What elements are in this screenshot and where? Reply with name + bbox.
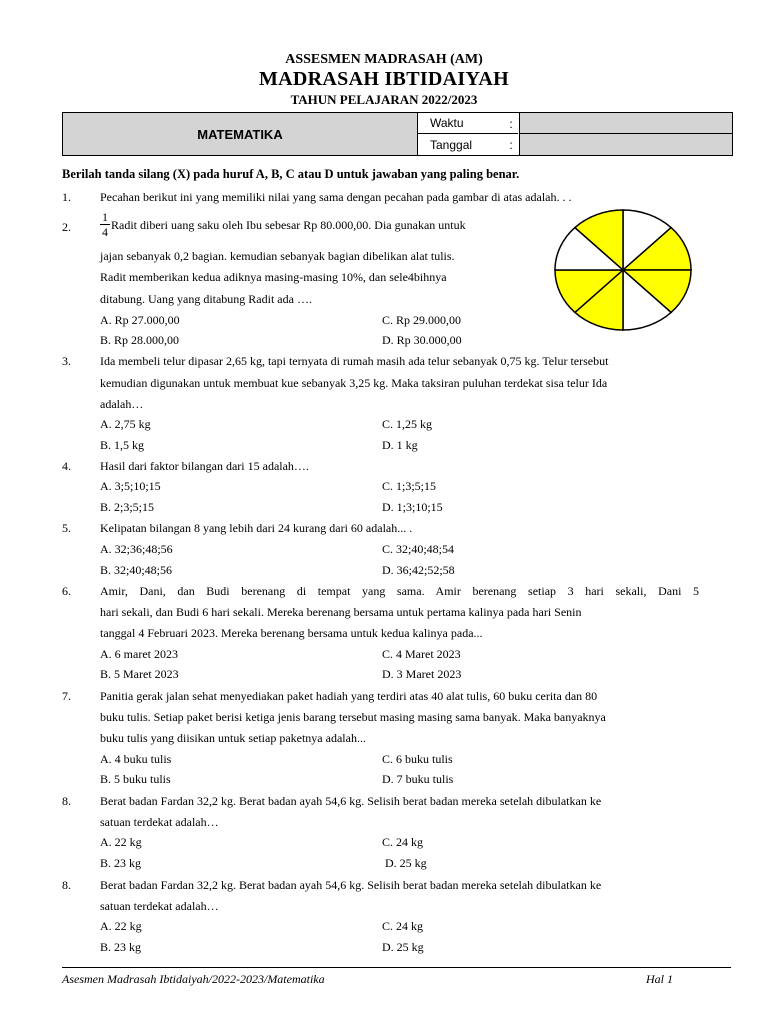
q9-option-b: B. 23 kg [100,940,142,954]
q2-fraction-denominator: 4 [102,225,108,239]
q4-option-c: C. 1;3;5;15 [382,479,437,493]
q4-text: Hasil dari faktor bilangan dari 15 adalah…. [100,459,309,473]
footer-page: Hal 1 [646,972,673,986]
q2-option-b: B. Rp 28.000,00 [100,333,180,347]
q1-text: Pecahan berikut ini yang memiliki nilai yang sama dengan pecahan pada gambar di atas adalah. . . [100,190,572,204]
q8-option-a: A. 22 kg [100,835,142,849]
time-colon: : [509,116,513,131]
q5-option-b: B. 32;40;48;56 [100,563,173,577]
q3-line-2: kemudian digunakan untuk membuat kue sebanyak 3,25 kg. Maka taksiran puluhan terdekat sisa telur Ida [100,376,608,390]
q7-option-c: C. 6 buku tulis [382,752,453,766]
pie-figure [553,208,693,332]
q6-number: 6. [62,584,71,598]
q3-option-d: D. 1 kg [382,438,418,452]
time-value-cell [519,113,732,134]
q3-option-b: B. 1,5 kg [100,438,145,452]
q2-number: 2. [62,220,71,234]
q6-option-d: D. 3 Maret 2023 [382,667,462,681]
q8-option-d: D. 25 kg [382,856,427,870]
q3-option-a: A. 2,75 kg [100,417,151,431]
q9-option-a: A. 22 kg [100,919,142,933]
info-box [62,112,733,156]
q9-option-c: C. 24 kg [382,919,424,933]
q9-number: 8. [62,878,71,892]
q6-option-c: C. 4 Maret 2023 [382,647,461,661]
q5-option-a: A. 32;36;48;56 [100,542,173,556]
q2-option-c: C. Rp 29.000,00 [382,313,462,327]
q9-line-1: Berat badan Fardan 32,2 kg. Berat badan ayah 54,6 kg. Selisih berat badan mereka setelah dibulatkan ke [100,878,602,892]
q6-line-2: hari sekali, dan Budi 6 hari sekali. Mereka berenang bersama untuk pertama kalinya pada hari Senin [100,605,582,619]
q9-line-2: satuan terdekat adalah… [100,899,219,913]
header-line-3: TAHUN PELAJARAN 2022/2023 [290,92,478,107]
q2-line-2: jajan sebanyak 0,2 bagian. kemudian sebanyak bagian dibelikan alat tulis. [100,249,455,263]
instruction: Berilah tanda silang (X) pada huruf A, B, C atau D untuk jawaban yang paling benar. [62,167,520,181]
q1-number: 1. [62,190,71,204]
q5-text: Kelipatan bilangan 8 yang lebih dari 24 kurang dari 60 adalah... . [100,521,413,535]
q2-line-4: ditabung. Uang yang ditabung Radit ada …. [100,292,312,306]
date-value-cell [519,134,732,155]
q8-line-1: Berat badan Fardan 32,2 kg. Berat badan ayah 54,6 kg. Selisih berat badan mereka setelah dibulatkan ke [100,794,602,808]
q7-option-d: D. 7 buku tulis [382,772,454,786]
q7-option-b: B. 5 buku tulis [100,772,171,786]
q2-option-a: A. Rp 27.000,00 [100,313,180,327]
q6-line-3: tanggal 4 Februari 2023. Mereka berenang bersama untuk kedua kalinya pada... [100,626,483,640]
q7-option-a: A. 4 buku tulis [100,752,172,766]
q6-line-1: Amir, Dani, dan Budi berenang di tempat yang sama. Amir berenang setiap 3 hari sekali, Dani 5 [100,584,699,598]
q6-option-b: B. 5 Maret 2023 [100,667,179,681]
q9-option-d: D. 25 kg [382,940,424,954]
footer-left: Asesmen Madrasah Ibtidaiyah/2022-2023/Matematika [62,972,325,986]
q6-option-a: A. 6 maret 2023 [100,647,178,661]
q7-line-1: Panitia gerak jalan sehat menyediakan paket hadiah yang terdiri atas 40 alat tulis, 60 buku cerita dan 80 [100,689,598,703]
q8-number: 8. [62,794,71,808]
q8-option-b: B. 23 kg [100,856,142,870]
q3-line-3: adalah… [100,397,144,411]
q2-line-1: Radit diberi uang saku oleh Ibu sebesar Rp 80.000,00. Dia gunakan untuk [111,218,466,232]
q5-option-c: C. 32;40;48;54 [382,542,455,556]
q7-line-2: buku tulis. Setiap paket berisi ketiga jenis barang tersebut masing masing sama banyak. Maka banyaknya [100,710,606,724]
q4-number: 4. [62,459,71,473]
q3-line-1: Ida membeli telur dipasar 2,65 kg, tapi ternyata di rumah masih ada telur sebanyak 0,75 kg. Telur tersebut [100,354,609,368]
header-line-1: ASSESMEN MADRASAH (AM) [285,52,483,67]
q7-line-3: buku tulis yang diisikan untuk setiap paketnya adalah... [100,731,366,745]
footer-divider [62,967,731,968]
date-colon: : [509,137,513,152]
q5-option-d: D. 36;42;52;58 [382,563,455,577]
q4-option-a: A. 3;5;10;15 [100,479,161,493]
q2-fraction [100,211,110,238]
q2-fraction-numerator: 1 [102,210,108,224]
q4-option-d: D. 1;3;10;15 [382,500,443,514]
q7-number: 7. [62,689,71,703]
q3-number: 3. [62,354,71,368]
q2-line-3: Radit memberikan kedua adiknya masing-masing 10%, dan sele4bihnya [100,270,447,284]
date-label: Tanggal [430,137,473,152]
header-line-2: MADRASAH IBTIDAIYAH [259,68,509,90]
q8-option-c: C. 24 kg [382,835,424,849]
subject-cell: MATEMATIKA [63,113,418,155]
q4-option-b: B. 2;3;5;15 [100,500,155,514]
q3-option-c: C. 1,25 kg [382,417,433,431]
q8-line-2: satuan terdekat adalah… [100,815,219,829]
time-label: Waktu [418,113,518,134]
q5-number: 5. [62,521,71,535]
q2-option-d: D. Rp 30.000,00 [382,333,462,347]
